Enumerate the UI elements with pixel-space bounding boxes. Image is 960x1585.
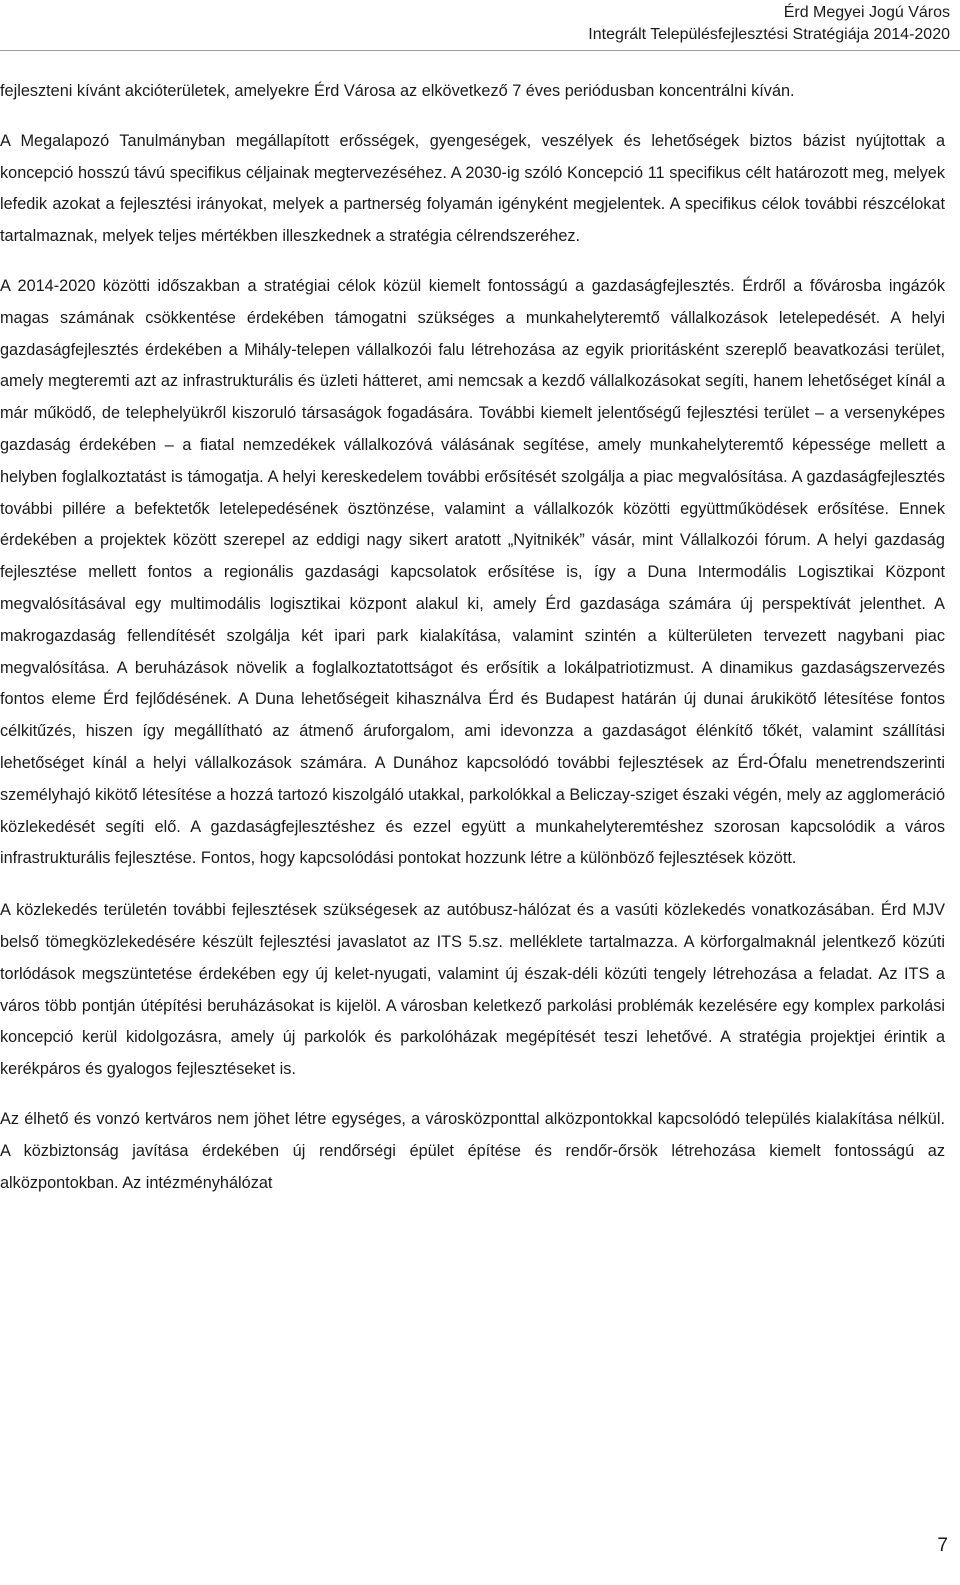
- header-city-title: Érd Megyei Jogú Város: [783, 4, 950, 21]
- header-divider: [0, 50, 960, 51]
- document-body: [0, 76, 945, 1217]
- paragraph-specific-goals: A Megalapozó Tanulmányban megállapított erősségek, gyengeségek, veszélyek és lehetőségek biztos bázist nyújtottak a koncepció hosszú távú specifikus céljainak megtervezéséhez. A 2030-ig szóló Koncepció 11 specifikus célt határozott meg, melyek lefedik azokat a fejlesztési irányokat, melyek a partnerség folyamán igényként megjelentek. A specifikus célok további részcélokat tartalmaznak, melyek teljes mértékben illeszkednek a stratégia célrendszeréhez.: [0, 131, 945, 246]
- paragraph-economic-development: A 2014-2020 közötti időszakban a stratégiai célok közül kiemelt fontosságú a gazdaságfejlesztés. Érdről a fővárosba ingázók magas számának csökkentése érdekében támogatni szükséges a munkahelyteremtő vállalkozások letelepedését. A helyi gazdaságfejlesztés érdekében a Mihály-telepen vállalkozói falu létrehozása az egyik prioritásként szereplő beavatkozási terület, amely megteremti azt az infrastrukturális és üzleti hátteret, ami nemcsak a kezdő vállalkozásokat segíti, hanem lehetőséget kínál a már működő, de telephelyükről kiszoruló társaságok fogadására. További kiemelt jelentőségű fejlesztési terület – a versenyképes gazdaság érdekében – a fiatal nemzedékek vállalkozóvá válásának segítése, amely munkahelyteremtő képessége mellett a helyben foglalkoztatást is támogatja. A helyi kereskedelem további erősítését szolgálja a piac megvalósítása. A gazdaságfejlesztés további pillére a befektetők letelepedésének ösztönzése, valamint a vállalkozók közötti együttműködések erősítése. Ennek érdekében a projektek között szerepel az eddigi nagy sikert aratott „Nyitnikék” vásár, mint Vállalkozói fórum. A helyi gazdaság fejlesztése mellett fontos a regionális gazdasági kapcsolatok erősítése is, így a Duna Intermodális Logisztikai Központ megvalósításával egy multimodális logisztikai központ alakul ki, amely Érd gazdasága számára új perspektívát jelenthet. A makrogazdaság fellendítését szolgálja két ipari park kialakítása, valamint szintén a külterületen tervezett nagybani piac megvalósítása. A beruházások növelik a foglalkoztatottságot és erősítik a lokálpatriotizmust. A dinamikus gazdaságszervezés fontos eleme Érd fejlődésének. A Duna lehetőségeit kihasználva Érd és Budapest határán új dunai árukikötő létesítése fontos célkitűzés, hiszen így megállítható az átmenő áruforgalom, ami idevonzza a gazdaságot élénkítő tőkét, valamint szállítási lehetőséget kínál a helyi vállalkozások számára. A Dunához kapcsolódó további fejlesztések az Érd-Ófalu menetrendszerinti személyhajó kikötő létesítése a hozzá tartozó kiszolgáló utakkal, parkolókkal a Beliczay-sziget északi végén, mely az agglomeráció közlekedését segíti elő. A gazdaságfejlesztéshez és ezzel együtt a munkahelyteremtéshez szorosan kapcsolódik a város infrastrukturális fejlesztése. Fontos, hogy kapcsolódási pontokat hozzunk létre a különböző fejlesztések között.: [0, 276, 945, 868]
- paragraph-continuation: fejleszteni kívánt akcióterületek, amelyekre Érd Városa az elkövetkező 7 éves periódusban koncentrálni kíván.: [0, 82, 795, 100]
- paragraph-transport: A közlekedés területén további fejlesztések szükségesek az autóbusz-hálózat és a vasúti közlekedés vonatkozásában. Érd MJV belső tömegközlekedésére készült fejlesztési javaslatot az ITS 5.sz. melléklete tartalmazza. A körforgalmaknál jelentkező közúti torlódások megszüntetése érdekében egy új kelet-nyugati, valamint új észak-déli közúti tengely létrehozása a feladat. Az ITS a város több pontján útépítési beruházásokat is kijelöl. A városban keletkező parkolási problémák kezelésére egy komplex parkolási koncepció kerül kidolgozásra, amely új parkolók és parkolóházak megépítését teszi lehetővé. A stratégia projektjei érintik a kerékpáros és gyalogos fejlesztéseket is.: [0, 901, 945, 1079]
- page-header: [588, 2, 950, 46]
- header-strategy-title: Integrált Településfejlesztési Stratégiája 2014-2020: [588, 26, 950, 43]
- page-number: 7: [937, 1535, 948, 1556]
- paragraph-livable-garden-city: Az élhető és vonzó kertváros nem jöhet létre egységes, a városközponttal alközpontokkal kapcsolódó település kialakítása nélkül. A közbiztonság javítása érdekében új rendőrségi épület építése és rendőr-őrsök létrehozása kiemelt fontosságú az alközpontokban. Az intézményhálózat: [0, 1109, 945, 1192]
